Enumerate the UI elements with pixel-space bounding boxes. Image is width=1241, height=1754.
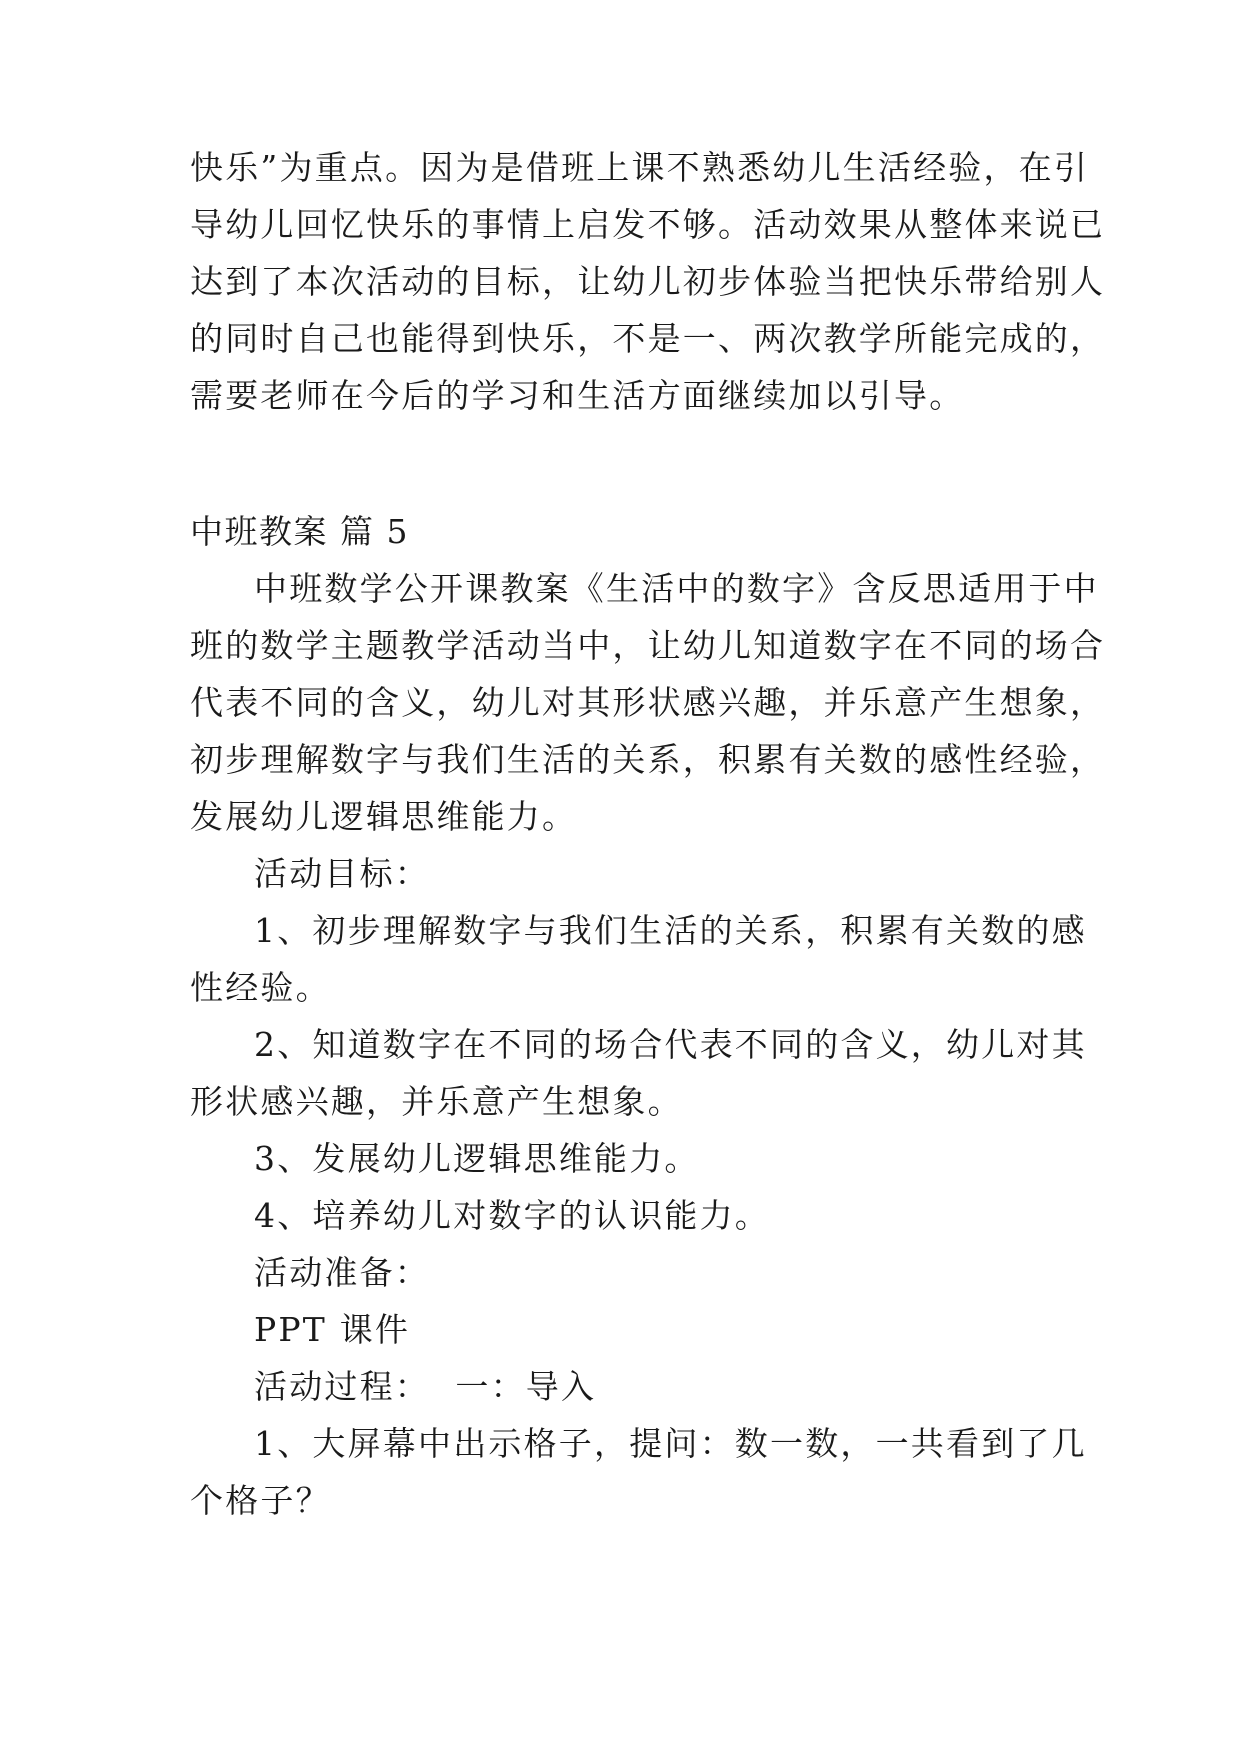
text-line: 形状感兴趣，并乐意产生想象。 [190, 1082, 683, 1121]
text-line: 1、大屏幕中出示格子，提问：数一数，一共看到了几 [254, 1424, 1087, 1463]
text-line: 快乐”为重点。因为是借班上课不熟悉幼儿生活经验，在引 [190, 148, 1090, 187]
text-line: 发展幼儿逻辑思维能力。 [190, 797, 578, 836]
goal-item-3: 3、发展幼儿逻辑思维能力。 [254, 1139, 700, 1178]
prep-item: PPT 课件 [254, 1310, 411, 1349]
text-line: 班的数学主题教学活动当中，让幼儿知道数字在不同的场合 [190, 626, 1106, 665]
text-line: 2、知道数字在不同的场合代表不同的含义，幼儿对其 [254, 1025, 1087, 1064]
process-label: 活动过程： 一：导入 [254, 1367, 597, 1406]
text-line: 导幼儿回忆快乐的事情上启发不够。活动效果从整体来说已 [190, 205, 1106, 244]
text-line: 需要老师在今后的学习和生活方面继续加以引导。 [190, 376, 965, 415]
goals-label: 活动目标： [254, 854, 430, 893]
prep-label: 活动准备： [254, 1253, 430, 1292]
text-line: 达到了本次活动的目标，让幼儿初步体验当把快乐带给别人 [190, 262, 1106, 301]
section-heading: 中班教案 篇 5 [190, 512, 409, 551]
text-line: 个格子？ [190, 1481, 331, 1520]
text-line: 中班数学公开课教案《生活中的数字》含反思适用于中 [254, 569, 1099, 608]
text-line: 代表不同的含义，幼儿对其形状感兴趣，并乐意产生想象， [190, 683, 1106, 722]
text-line: 性经验。 [190, 968, 331, 1007]
text-line: 初步理解数字与我们生活的关系，积累有关数的感性经验， [190, 740, 1106, 779]
goal-item-4: 4、培养幼儿对数字的认识能力。 [254, 1196, 770, 1235]
text-line: 的同时自己也能得到快乐，不是一、两次教学所能完成的， [190, 319, 1106, 358]
text-line: 1、初步理解数字与我们生活的关系，积累有关数的感 [254, 911, 1087, 950]
